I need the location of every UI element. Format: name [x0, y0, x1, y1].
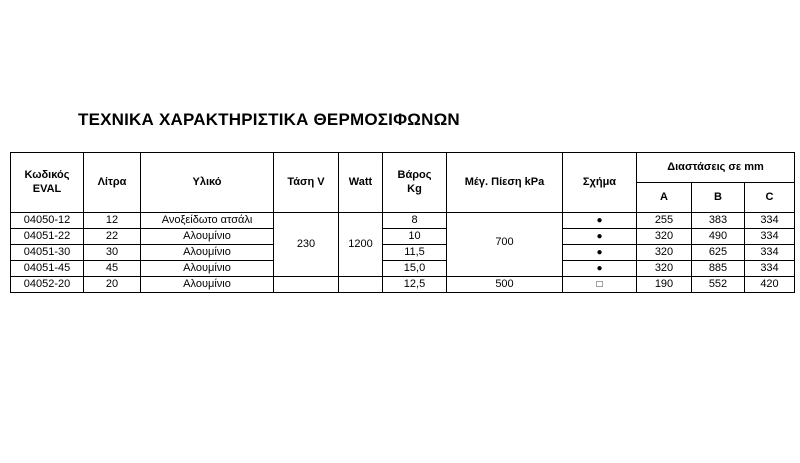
cell-liters: 45: [84, 261, 141, 277]
cell-watt-empty: [339, 277, 383, 293]
cell-dim-b: 383: [692, 213, 745, 229]
cell-watt: 1200: [339, 213, 383, 277]
cell-shape-square-icon: □: [563, 277, 637, 293]
specifications-table: [10, 152, 795, 293]
header-liters: Λίτρα: [84, 153, 141, 213]
header-code-line1: Κωδικός: [24, 169, 70, 181]
cell-dim-a: 320: [637, 245, 692, 261]
page-title: ΤΕΧΝΙΚΑ ΧΑΡΑΚΤΗΡΙΣΤΙΚΑ ΘΕΡΜΟΣΙΦΩΝΩΝ: [78, 110, 460, 129]
cell-weight: 12,5: [383, 277, 447, 293]
cell-dim-c: 334: [745, 261, 795, 277]
header-code: [11, 153, 84, 213]
cell-material: Αλουμίνιο: [141, 245, 274, 261]
header-voltage: Τάση V: [274, 153, 339, 213]
cell-code: 04051-22: [11, 229, 84, 245]
table-row: [11, 261, 795, 277]
header-dim-c: C: [745, 183, 795, 213]
cell-weight: 8: [383, 213, 447, 229]
cell-code: 04050-12: [11, 213, 84, 229]
cell-liters: 12: [84, 213, 141, 229]
cell-shape-round-icon: ●: [563, 261, 637, 277]
cell-shape-round-icon: ●: [563, 245, 637, 261]
cell-dim-b: 552: [692, 277, 745, 293]
header-weight: [383, 153, 447, 213]
cell-dim-b: 490: [692, 229, 745, 245]
cell-dim-a: 190: [637, 277, 692, 293]
header-weight-line2: Kg: [407, 183, 422, 195]
cell-dim-a: 320: [637, 229, 692, 245]
cell-dim-b: 625: [692, 245, 745, 261]
header-pressure: Μέγ. Πίεση kPa: [447, 153, 563, 213]
header-watt: Watt: [339, 153, 383, 213]
cell-dim-b: 885: [692, 261, 745, 277]
cell-voltage: 230: [274, 213, 339, 277]
header-dimensions: Διαστάσεις σε mm: [637, 153, 795, 183]
cell-weight: 11,5: [383, 245, 447, 261]
cell-liters: 30: [84, 245, 141, 261]
header-dim-a: A: [637, 183, 692, 213]
cell-code: 04051-45: [11, 261, 84, 277]
cell-code: 04051-30: [11, 245, 84, 261]
cell-liters: 20: [84, 277, 141, 293]
table-header-row: [11, 153, 795, 183]
cell-pressure: 500: [447, 277, 563, 293]
cell-material: Αλουμίνιο: [141, 229, 274, 245]
table-row: [11, 229, 795, 245]
table-row: [11, 277, 795, 293]
cell-dim-c: 334: [745, 213, 795, 229]
cell-voltage-empty: [274, 277, 339, 293]
header-code-line2: EVAL: [32, 183, 62, 195]
cell-shape-round-icon: ●: [563, 229, 637, 245]
header-dim-b: B: [692, 183, 745, 213]
cell-shape-round-icon: ●: [563, 213, 637, 229]
cell-weight: 15,0: [383, 261, 447, 277]
cell-weight: 10: [383, 229, 447, 245]
cell-dim-c: 334: [745, 245, 795, 261]
cell-material: Αλουμίνιο: [141, 261, 274, 277]
cell-dim-a: 255: [637, 213, 692, 229]
cell-material: Ανοξείδωτο ατσάλι: [141, 213, 274, 229]
header-weight-line1: Βάρος: [397, 169, 432, 181]
cell-dim-c: 334: [745, 229, 795, 245]
cell-dim-c: 420: [745, 277, 795, 293]
cell-liters: 22: [84, 229, 141, 245]
table-row: [11, 245, 795, 261]
cell-pressure: 700: [447, 213, 563, 277]
header-material: Υλικό: [141, 153, 274, 213]
cell-code: 04052-20: [11, 277, 84, 293]
cell-dim-a: 320: [637, 261, 692, 277]
cell-material: Αλουμίνιο: [141, 277, 274, 293]
table-row: [11, 213, 795, 229]
header-shape: Σχήμα: [563, 153, 637, 213]
